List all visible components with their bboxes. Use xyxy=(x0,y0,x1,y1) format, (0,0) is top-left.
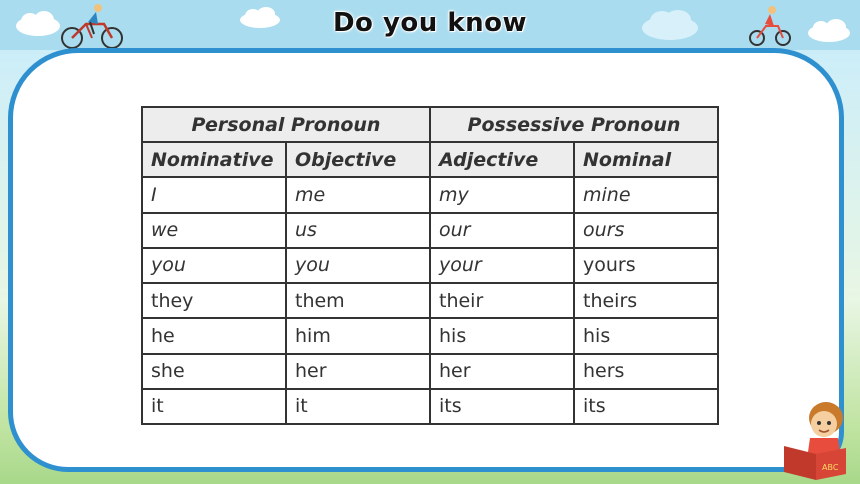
table-row xyxy=(142,248,718,283)
column-header-objective: Objective xyxy=(286,142,430,177)
table-column-header-row xyxy=(142,142,718,177)
table-cell: yours xyxy=(574,248,718,283)
table-row xyxy=(142,354,718,389)
table-cell: your xyxy=(430,248,574,283)
table-cell: we xyxy=(142,213,286,248)
table-cell: his xyxy=(430,318,574,353)
table-cell: theirs xyxy=(574,283,718,318)
table-group-header-row xyxy=(142,107,718,142)
group-header-personal: Personal Pronoun xyxy=(142,107,430,142)
table-cell: it xyxy=(142,389,286,424)
table-cell: he xyxy=(142,318,286,353)
table-cell: its xyxy=(430,389,574,424)
table-row xyxy=(142,213,718,248)
column-header-nominal: Nominal xyxy=(574,142,718,177)
table-cell: they xyxy=(142,283,286,318)
table-cell: her xyxy=(430,354,574,389)
table-row xyxy=(142,318,718,353)
table-cell: him xyxy=(286,318,430,353)
table-cell: she xyxy=(142,354,286,389)
column-header-adjective: Adjective xyxy=(430,142,574,177)
table-cell: hers xyxy=(574,354,718,389)
table-cell: mine xyxy=(574,177,718,212)
book-label: ABC xyxy=(822,463,839,472)
pronoun-table xyxy=(141,106,719,425)
table-cell: us xyxy=(286,213,430,248)
table-cell: I xyxy=(142,177,286,212)
table-cell: them xyxy=(286,283,430,318)
table-row xyxy=(142,283,718,318)
table-cell: her xyxy=(286,354,430,389)
column-header-nominative: Nominative xyxy=(142,142,286,177)
table-row xyxy=(142,389,718,424)
boy-reading-icon xyxy=(780,396,860,482)
table-cell: our xyxy=(430,213,574,248)
table-cell: you xyxy=(286,248,430,283)
table-cell: my xyxy=(430,177,574,212)
table-cell: his xyxy=(574,318,718,353)
group-header-possessive: Possessive Pronoun xyxy=(430,107,718,142)
table-row xyxy=(142,177,718,212)
table-cell: ours xyxy=(574,213,718,248)
table-cell: it xyxy=(286,389,430,424)
table-cell: their xyxy=(430,283,574,318)
page-title: Do you know xyxy=(332,8,528,38)
table-cell: you xyxy=(142,248,286,283)
table-cell: its xyxy=(574,389,718,424)
table-cell: me xyxy=(286,177,430,212)
